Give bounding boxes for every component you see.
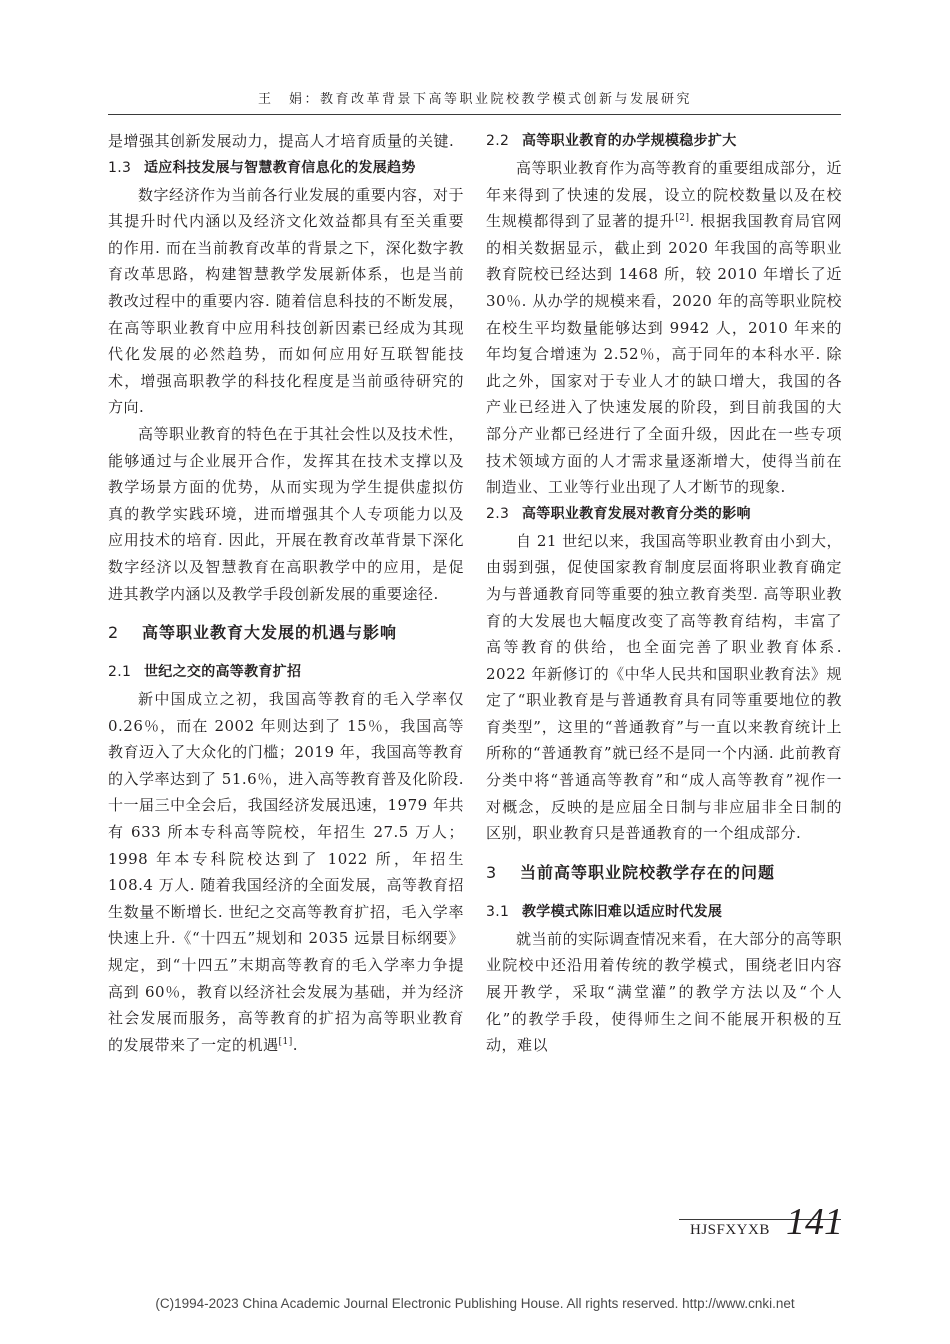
header-divider	[108, 114, 841, 115]
section-title: 适应科技发展与智慧教育信息化的发展趋势	[144, 159, 416, 176]
paragraph-2-2	[486, 155, 842, 501]
section-number: 3.1	[486, 903, 510, 920]
paragraph-2-1	[108, 686, 464, 1058]
citation-2[interactable]: [2]	[675, 213, 690, 224]
journal-abbreviation: HJSFXYXB	[690, 1222, 770, 1238]
section-number: 2.2	[486, 133, 510, 149]
section-title: 高等职业教育的办学规模稳步扩大	[522, 133, 737, 149]
section-heading-2-1	[108, 659, 464, 686]
section-number: 2.3	[486, 505, 510, 522]
section-number: 2	[108, 623, 120, 643]
citation-1[interactable]: [1]	[278, 1036, 293, 1047]
section-number: 1.3	[108, 159, 132, 176]
paragraph-3-1: 就当前的实际调查情况来看，在大部分的高等职业院校中还沿用着传统的教学模式，围绕老旧内容展开教学，采取“满堂灌”的教学方法以及“个人化”的教学手段，使得师生之间不能展开积极的互动，难以	[486, 929, 842, 1055]
paragraph-text: 新中国成立之初，我国高等教育的毛入学率仅 0.26％，而在 2002 年则达到了 15％，我国高等教育迈入了大众化的门槛；2019 年，我国高等教育的入学率达到了 51.6％，进入高等教育普及化阶段. 十一届三中全会后，我国经济发展迅速，1979 年共有 633 所本专科高等院校，年招生 27.5 万人；1998 年本专科院校达到了 1022 所，年招生 108.4 万人. 随着我国经济的全面发展，高等教育招生数量不断增长. 世纪之交高等教育扩招，毛入学率快速上升.《“十四五”规划和 2035 远景目标纲要》规定，到“十四五”末期高等教育的毛入学率力争提高到 60％，教育以经济社会发展为基础，并为经济社会发展而服务，高等教育的扩招为高等职业教育的发展带来了一定的机遇	[108, 690, 464, 1054]
paragraph-end: .	[292, 1035, 299, 1054]
copyright-notice[interactable]: (C)1994-2023 China Academic Journal Electronic Publishing House. All rights reserved. http://www.cnki.net	[155, 1296, 795, 1311]
section-number: 3	[486, 862, 498, 882]
section-title: 世纪之交的高等教育扩招	[144, 664, 302, 681]
section-heading-2-3	[486, 501, 842, 528]
right-column	[486, 128, 842, 1059]
paragraph-1-3-b: 高等职业教育的特色在于其社会性以及技术性，能够通过与企业展开合作，发挥其在技术支撑以及教学场景方面的优势，从而实现为学生提供虚拟仿真的教学实践环境，进而增强其个人专项能力以及应用技术的培育. 因此，开展在教育改革背景下深化数字经济以及智慧教育在高职教学中的应用，是促进其教学内涵以及教学手段创新发展的重要途径.	[108, 424, 464, 603]
section-title: 高等职业教育发展对教育分类的影响	[522, 505, 751, 522]
section-title: 高等职业教育大发展的机遇与影响	[142, 623, 398, 643]
paragraph-2-3: 自 21 世纪以来，我国高等职业教育由小到大，由弱到强，促使国家教育制度层面将职业教育确定为与普通教育同等重要的独立教育类型. 高等职业教育的大发展也大幅度改变了高等教育结构，丰富了高等教育的供给，也全面完善了职业教育体系. 2022 年新修订的《中华人民共和国职业教育法》规定了“职业教育是与普通教育具有同等重要地位的教育类型”，这里的“普通教育”与一直以来教育统计上所称的“普通教育”就已经不是同一个内涵. 此前教育分类中将“普通高等教育”和“成人高等教育”视作一对概念，反映的是应届全日制与非应届非全日制的区别，职业教育只是普通教育的一个组成部分.	[486, 531, 842, 843]
paragraph-1-3-a: 数字经济作为当前各行业发展的重要内容，对于其提升时代内涵以及经济文化效益都具有至关重要的作用. 而在当前教育改革的背景之下，深化数字教育改革思路，构建智慧教学发展新体系，也是当前教改过程中的重要内容. 随着信息科技的不断发展，在高等职业教育中应用科技创新因素已经成为其现代化发展的必然趋势，而如何应用好互联智能技术，增强高职教学的科技化程度是当前亟待研究的方向.	[108, 185, 464, 417]
left-column	[108, 128, 464, 1058]
section-title: 教学模式陈旧难以适应时代发展	[522, 903, 723, 920]
paragraph-text-cont: . 根据我国教育局官网的相关数据显示，截止到 2020 年我国的高等职业教育院校已经达到 1468 所，较 2010 年增长了近 30％. 从办学的规模来看，2020 年的高等职业院校在校生平均数量能够达到 9942 人，2010 年来的年均复合增速为 2.52％，高于同年的本科水平. 除此之外，国家对于专业人才的缺口增大，我国的各产业已经进入了快速发展的阶段，到目前我国的大部分产业都已经进行了全面升级，因此在一些专项技术领域方面的人才需求量逐渐增大，使得当前在制造业、工业等行业出现了人才断节的现象.	[486, 212, 842, 497]
section-heading-3-1	[486, 899, 842, 926]
paragraph-text: 高等职业教育作为高等教育的重要组成部分，近年来得到了快速的发展，设立的院校数量以及在校生规模都得到了显著的提升	[486, 159, 842, 231]
paragraph-1-2-end: 是增强其创新发展动力，提高人才培育质量的关键.	[108, 132, 455, 150]
page-number: 141	[786, 1201, 843, 1243]
section-heading-2-2	[486, 128, 842, 155]
section-heading-3	[486, 859, 842, 887]
section-title: 当前高等职业院校教学存在的问题	[520, 862, 776, 882]
section-heading-1-3	[108, 155, 464, 182]
running-header: 王 娟：教育改革背景下高等职业院校教学模式创新与发展研究	[257, 92, 692, 107]
section-number: 2.1	[108, 664, 132, 681]
section-heading-2	[108, 619, 464, 647]
